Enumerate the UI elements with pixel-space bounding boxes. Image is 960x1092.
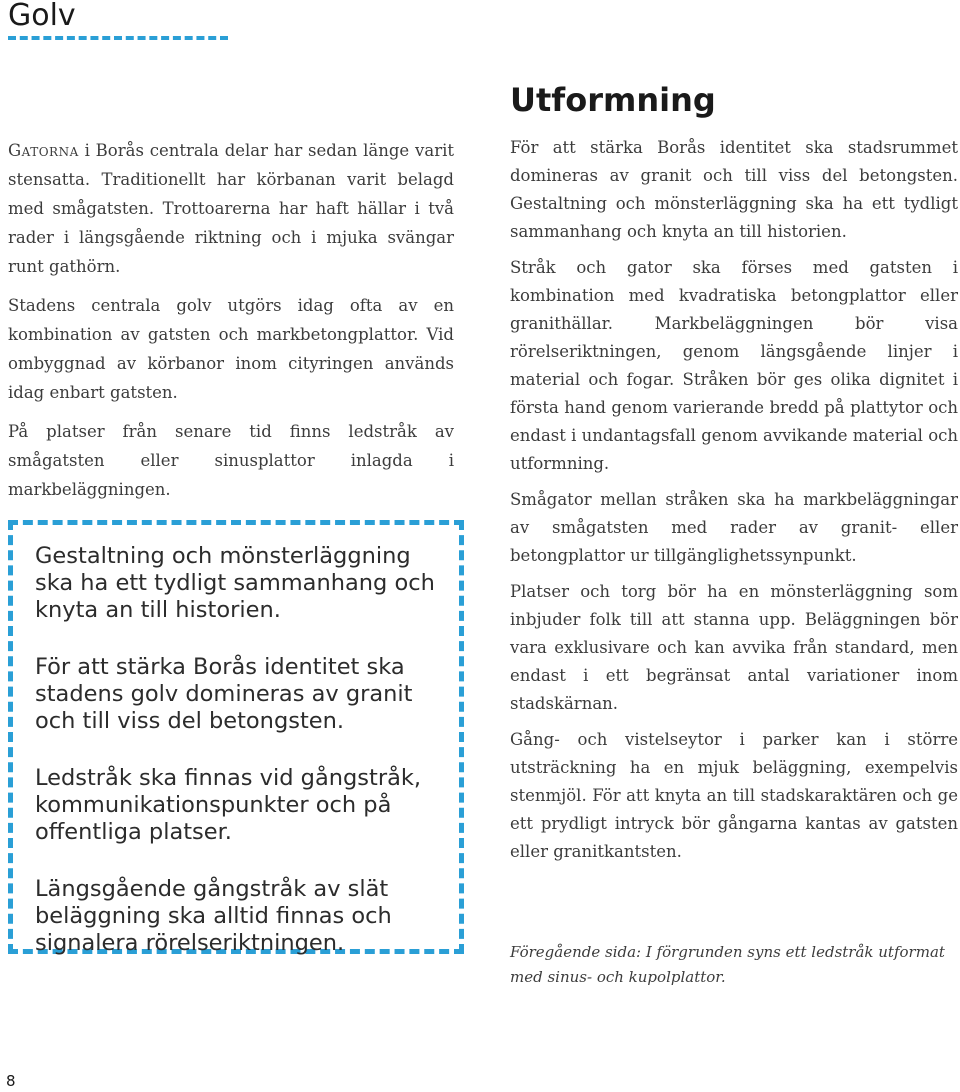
left-column [8, 136, 454, 514]
guidelines-callout-box [8, 520, 464, 954]
body-paragraph: Platser och torg bör ha en mönsterläggning som inbjuder folk till att stanna upp. Beläggningen bör vara exklusivare och kan avvika från standard, men endast i ett begränsat antal variationer inom stadskärnan. [510, 582, 958, 713]
intro-paragraph-text: i Borås centrala delar har sedan länge varit stensatta. Traditionellt har körbanan varit belagd med smågatsten. Trottoarerna har haft hällar i två rader i längsgående riktning och i mjuka svängar runt gathörn. [8, 141, 454, 276]
body-paragraph: På platser från senare tid finns ledstråk av smågatsten eller sinusplattor inlagda i markbeläggningen. [8, 422, 454, 499]
right-column [510, 80, 958, 874]
section-heading: Utformning [510, 81, 716, 119]
callout-item: Längsgående gångstråk av slät beläggning ska alltid finnas och signalera rörelseriktningen. [35, 876, 392, 956]
body-paragraph: Stadens centrala golv utgörs idag ofta av en kombination av gatsten och markbetongplattor. Vid ombyggnad av körbanor inom cityringen används idag enbart gatsten. [8, 296, 454, 402]
callout-item: För att stärka Borås identitet ska stadens golv domineras av granit och till viss del betongsten. [35, 654, 413, 734]
page-number: 8 [6, 1072, 16, 1090]
lead-word: Gatorna [8, 141, 79, 160]
callout-item: Ledstråk ska finnas vid gångstråk, kommunikationspunkter och på offentliga platser. [35, 765, 422, 845]
callout-item: Gestaltning och mönsterläggning ska ha ett tydligt sammanhang och knyta an till historien. [35, 543, 435, 623]
body-paragraph: Gång- och vistelseytor i parker kan i större utsträckning ha en mjuk beläggning, exempelvis stenmjöl. För att knyta an till stadskaraktären och ge ett prydligt intryck bör gångarna kantas av gatsten eller granitkantsten. [510, 730, 958, 861]
photo-caption: Föregående sida: I förgrunden syns ett ledstråk utformat med sinus- och kupolplattor. [510, 943, 945, 986]
intro-paragraph [8, 136, 454, 281]
page-title: Golv [8, 0, 76, 33]
body-paragraph: För att stärka Borås identitet ska stadsrummet domineras av granit och till viss del betongsten. Gestaltning och mönsterläggning ska ha ett tydligt sammanhang och knyta an till historien. [510, 138, 958, 241]
body-paragraph: Stråk och gator ska förses med gatsten i kombination med kvadratiska betongplattor eller granithällar. Markbeläggningen bör visa rörelseriktningen, genom längsgående linjer i material och fogar. Stråken bör ges olika dignitet i första hand genom varierande bredd på plattytor och endast i undantagsfall genom avvikande material och utformning. [510, 258, 958, 473]
title-dashed-rule [8, 36, 228, 40]
body-paragraph: Smågator mellan stråken ska ha markbeläggningar av smågatsten med rader av granit- eller betongplattor ur tillgänglighetssynpunkt. [510, 490, 958, 565]
